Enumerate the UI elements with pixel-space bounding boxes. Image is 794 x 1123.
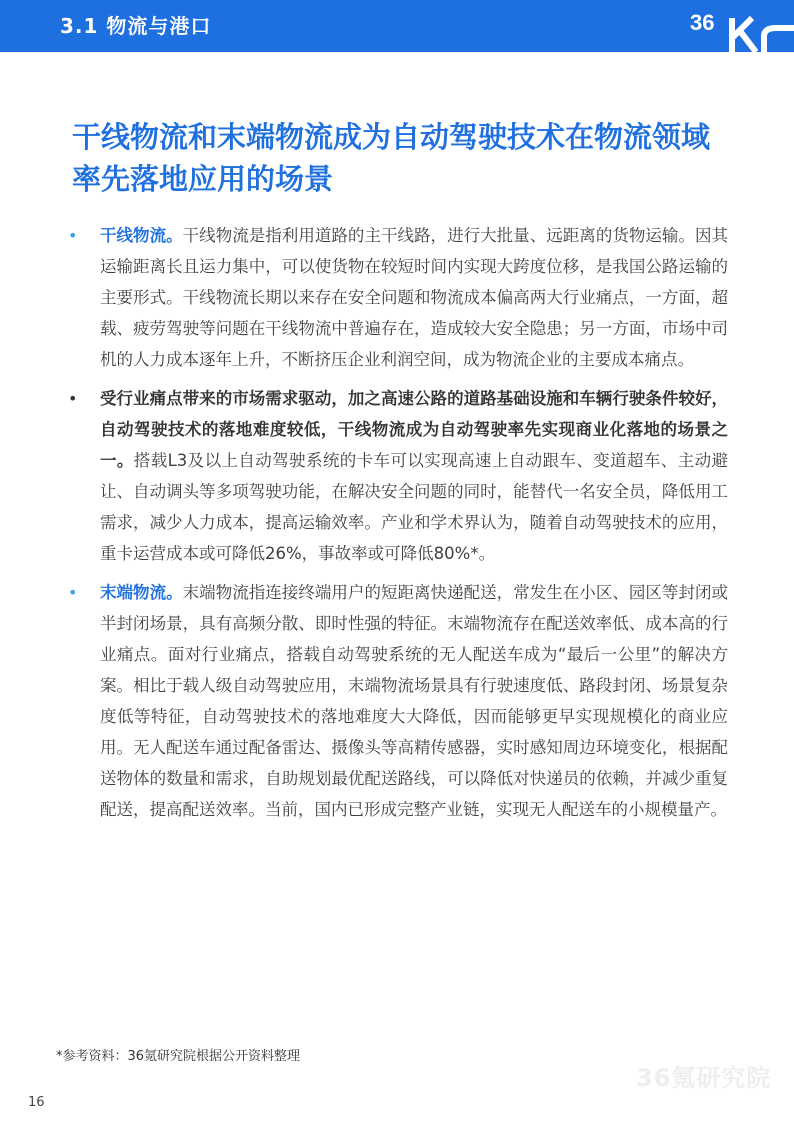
bullet-dot: •: [68, 583, 78, 602]
bullet-lead: 受行业痛点带来的市场需求驱动，加之高速公路的道路基础设施和车辆行驶条件较好，自动驾驶技术的落地难度较低，干线物流成为自动驾驶率先实现商业化落地的场景之一。: [100, 389, 728, 470]
bullet-list: [68, 220, 728, 833]
bullet-lead: 末端物流。: [100, 583, 183, 602]
bullet-lead: 干线物流。: [100, 226, 183, 245]
watermark: 36氪研究院: [636, 1064, 772, 1092]
bullet-body: 干线物流是指利用道路的主干线路，进行大批量、远距离的货物运输。因其运输距离长且运力集中，可以使货物在较短时间内实现大跨度位移，是我国公路运输的主要形式。干线物流长期以来存在安全问题和物流成本偏高两大行业痛点，一方面，超载、疲劳驾驶等问题在干线物流中普遍存在，造成较大安全隐患；另一方面，市场中司机的人力成本逐年上升，不断挤压企业利润空间，成为物流企业的主要成本痛点。: [100, 226, 729, 369]
bullet-item-last-mile-logistics: [68, 577, 728, 825]
bullet-body: 搭载L3及以上自动驾驶系统的卡车可以实现高速上自动跟车、变道超车、主动避让、自动调头等多项驾驶功能，在解决安全问题的同时，能替代一名安全员，降低用工需求，减少人力成本，提高运输效率。产业和学术界认为，随着自动驾驶技术的应用，重卡运营成本或可降低26%，事故率或可降低80%*。: [100, 451, 728, 563]
36kr-logo: [684, 0, 794, 52]
bullet-dot: •: [68, 389, 78, 408]
bullet-body: 末端物流指连接终端用户的短距离快递配送，常发生在小区、园区等封闭或半封闭场景，具有高频分散、即时性强的特征。末端物流存在配送效率低、成本高的行业痛点。面对行业痛点，搭载自动驾驶系统的无人配送车成为“最后一公里”的解决方案。相比于载人级自动驾驶应用，末端物流场景具有行驶速度低、路段封闭、场景复杂度低等特征，自动驾驶技术的落地难度大大降低，因而能够更早实现规模化的商业应用。无人配送车通过配备雷达、摄像头等高精传感器，实时感知周边环境变化，根据配送物体的数量和需求，自助规划最优配送路线，可以降低对快递员的依赖，并减少重复配送，提高配送效率。当前，国内已形成完整产业链，实现无人配送车的小规模量产。: [100, 583, 729, 819]
bullet-dot: •: [68, 226, 78, 245]
footnote: *参考资料：36氪研究院根据公开资料整理: [56, 1049, 301, 1064]
section-title: 3.1 物流与港口: [60, 14, 212, 38]
main-title: 干线物流和末端物流成为自动驾驶技术在物流领域率先落地应用的场景: [72, 120, 711, 196]
page-number: 16: [28, 1095, 45, 1110]
header-bar: [0, 0, 794, 52]
bullet-item-trunk-logistics: [68, 220, 728, 375]
svg-text:36: 36: [690, 10, 715, 35]
bullet-item-market-driver: [68, 383, 728, 569]
